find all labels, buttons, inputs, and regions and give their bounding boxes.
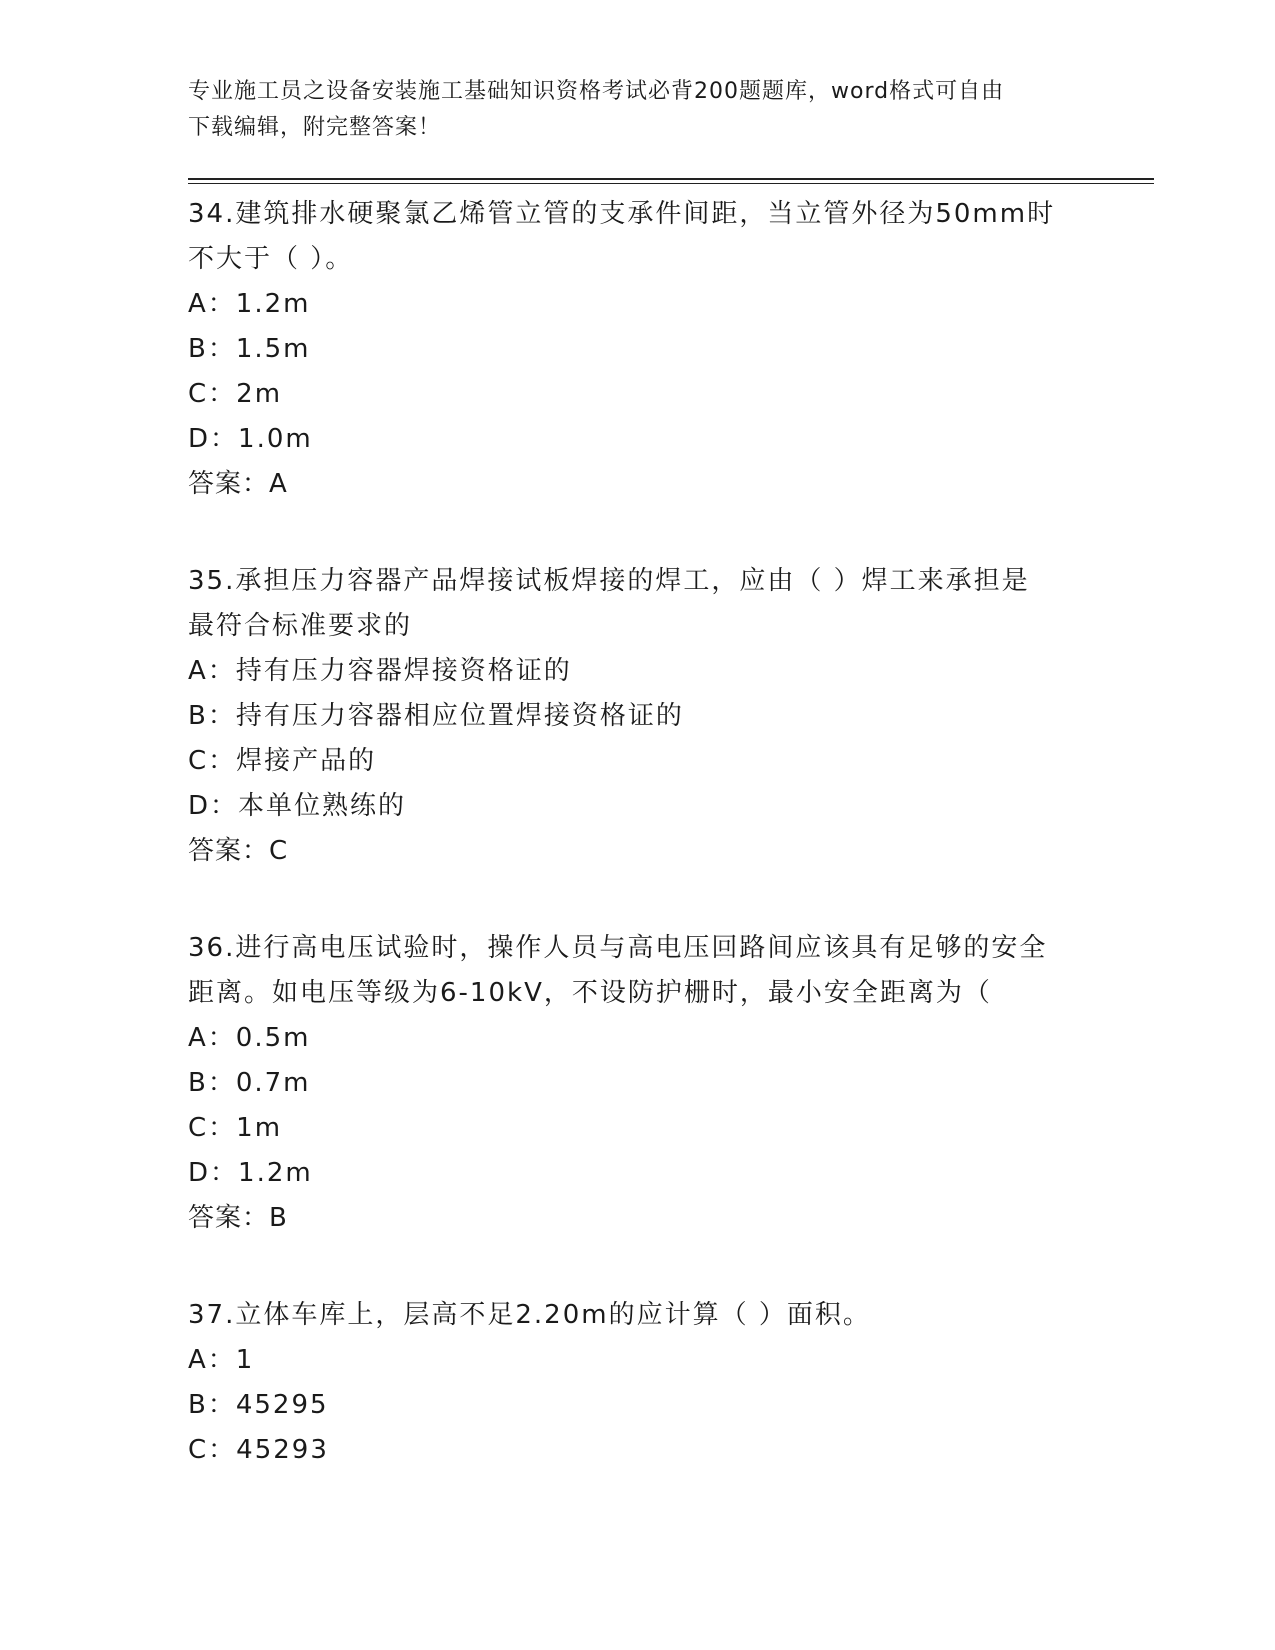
question-35 [188,559,1088,874]
answer-line: 答案：C [188,836,289,866]
option-d: D：1.0m [188,424,313,454]
answer-line: 答案：A [188,469,288,499]
question-text-line: 34.建筑排水硬聚氯乙烯管立管的支承件间距，当立管外径为50mm时 [188,199,1056,229]
option-d: D：1.2m [188,1158,313,1188]
question-text-line: 距离。如电压等级为6-10kV，不设防护栅时，最小安全距离为（ [188,978,992,1008]
option-c: C：2m [188,379,283,409]
option-b: B：45295 [188,1390,329,1420]
question-list [188,192,1088,1525]
document-header [188,74,1068,146]
question-34 [188,192,1088,507]
header-divider-thick [188,178,1154,180]
question-36 [188,926,1088,1241]
question-text-line: 37.立体车库上，层高不足2.20m的应计算（ ）面积。 [188,1300,871,1330]
option-c: C：45293 [188,1435,329,1465]
option-b: B：1.5m [188,334,311,364]
option-b: B：0.7m [188,1068,311,1098]
option-a: A：持有压力容器焊接资格证的 [188,656,572,686]
answer-line: 答案：B [188,1203,288,1233]
option-a: A：1.2m [188,289,311,319]
header-divider-thin [188,183,1154,184]
option-a: A：0.5m [188,1023,311,1053]
option-a: A：1 [188,1345,255,1375]
option-b: B：持有压力容器相应位置焊接资格证的 [188,701,684,731]
header-line-1: 专业施工员之设备安装施工基础知识资格考试必背200题题库，word格式可自由 [188,79,1005,104]
question-text-line: 不大于（ ）。 [188,244,354,274]
option-c: C：1m [188,1113,283,1143]
question-37 [188,1293,1088,1473]
question-text-line: 最符合标准要求的 [188,611,413,641]
question-text-line: 35.承担压力容器产品焊接试板焊接的焊工，应由（ ）焊工来承担是 [188,566,1030,596]
question-text-line: 36.进行高电压试验时，操作人员与高电压回路间应该具有足够的安全 [188,933,1048,963]
option-d: D：本单位熟练的 [188,791,407,821]
header-line-2: 下载编辑，附完整答案！ [188,115,442,140]
option-c: C：焊接产品的 [188,746,377,776]
